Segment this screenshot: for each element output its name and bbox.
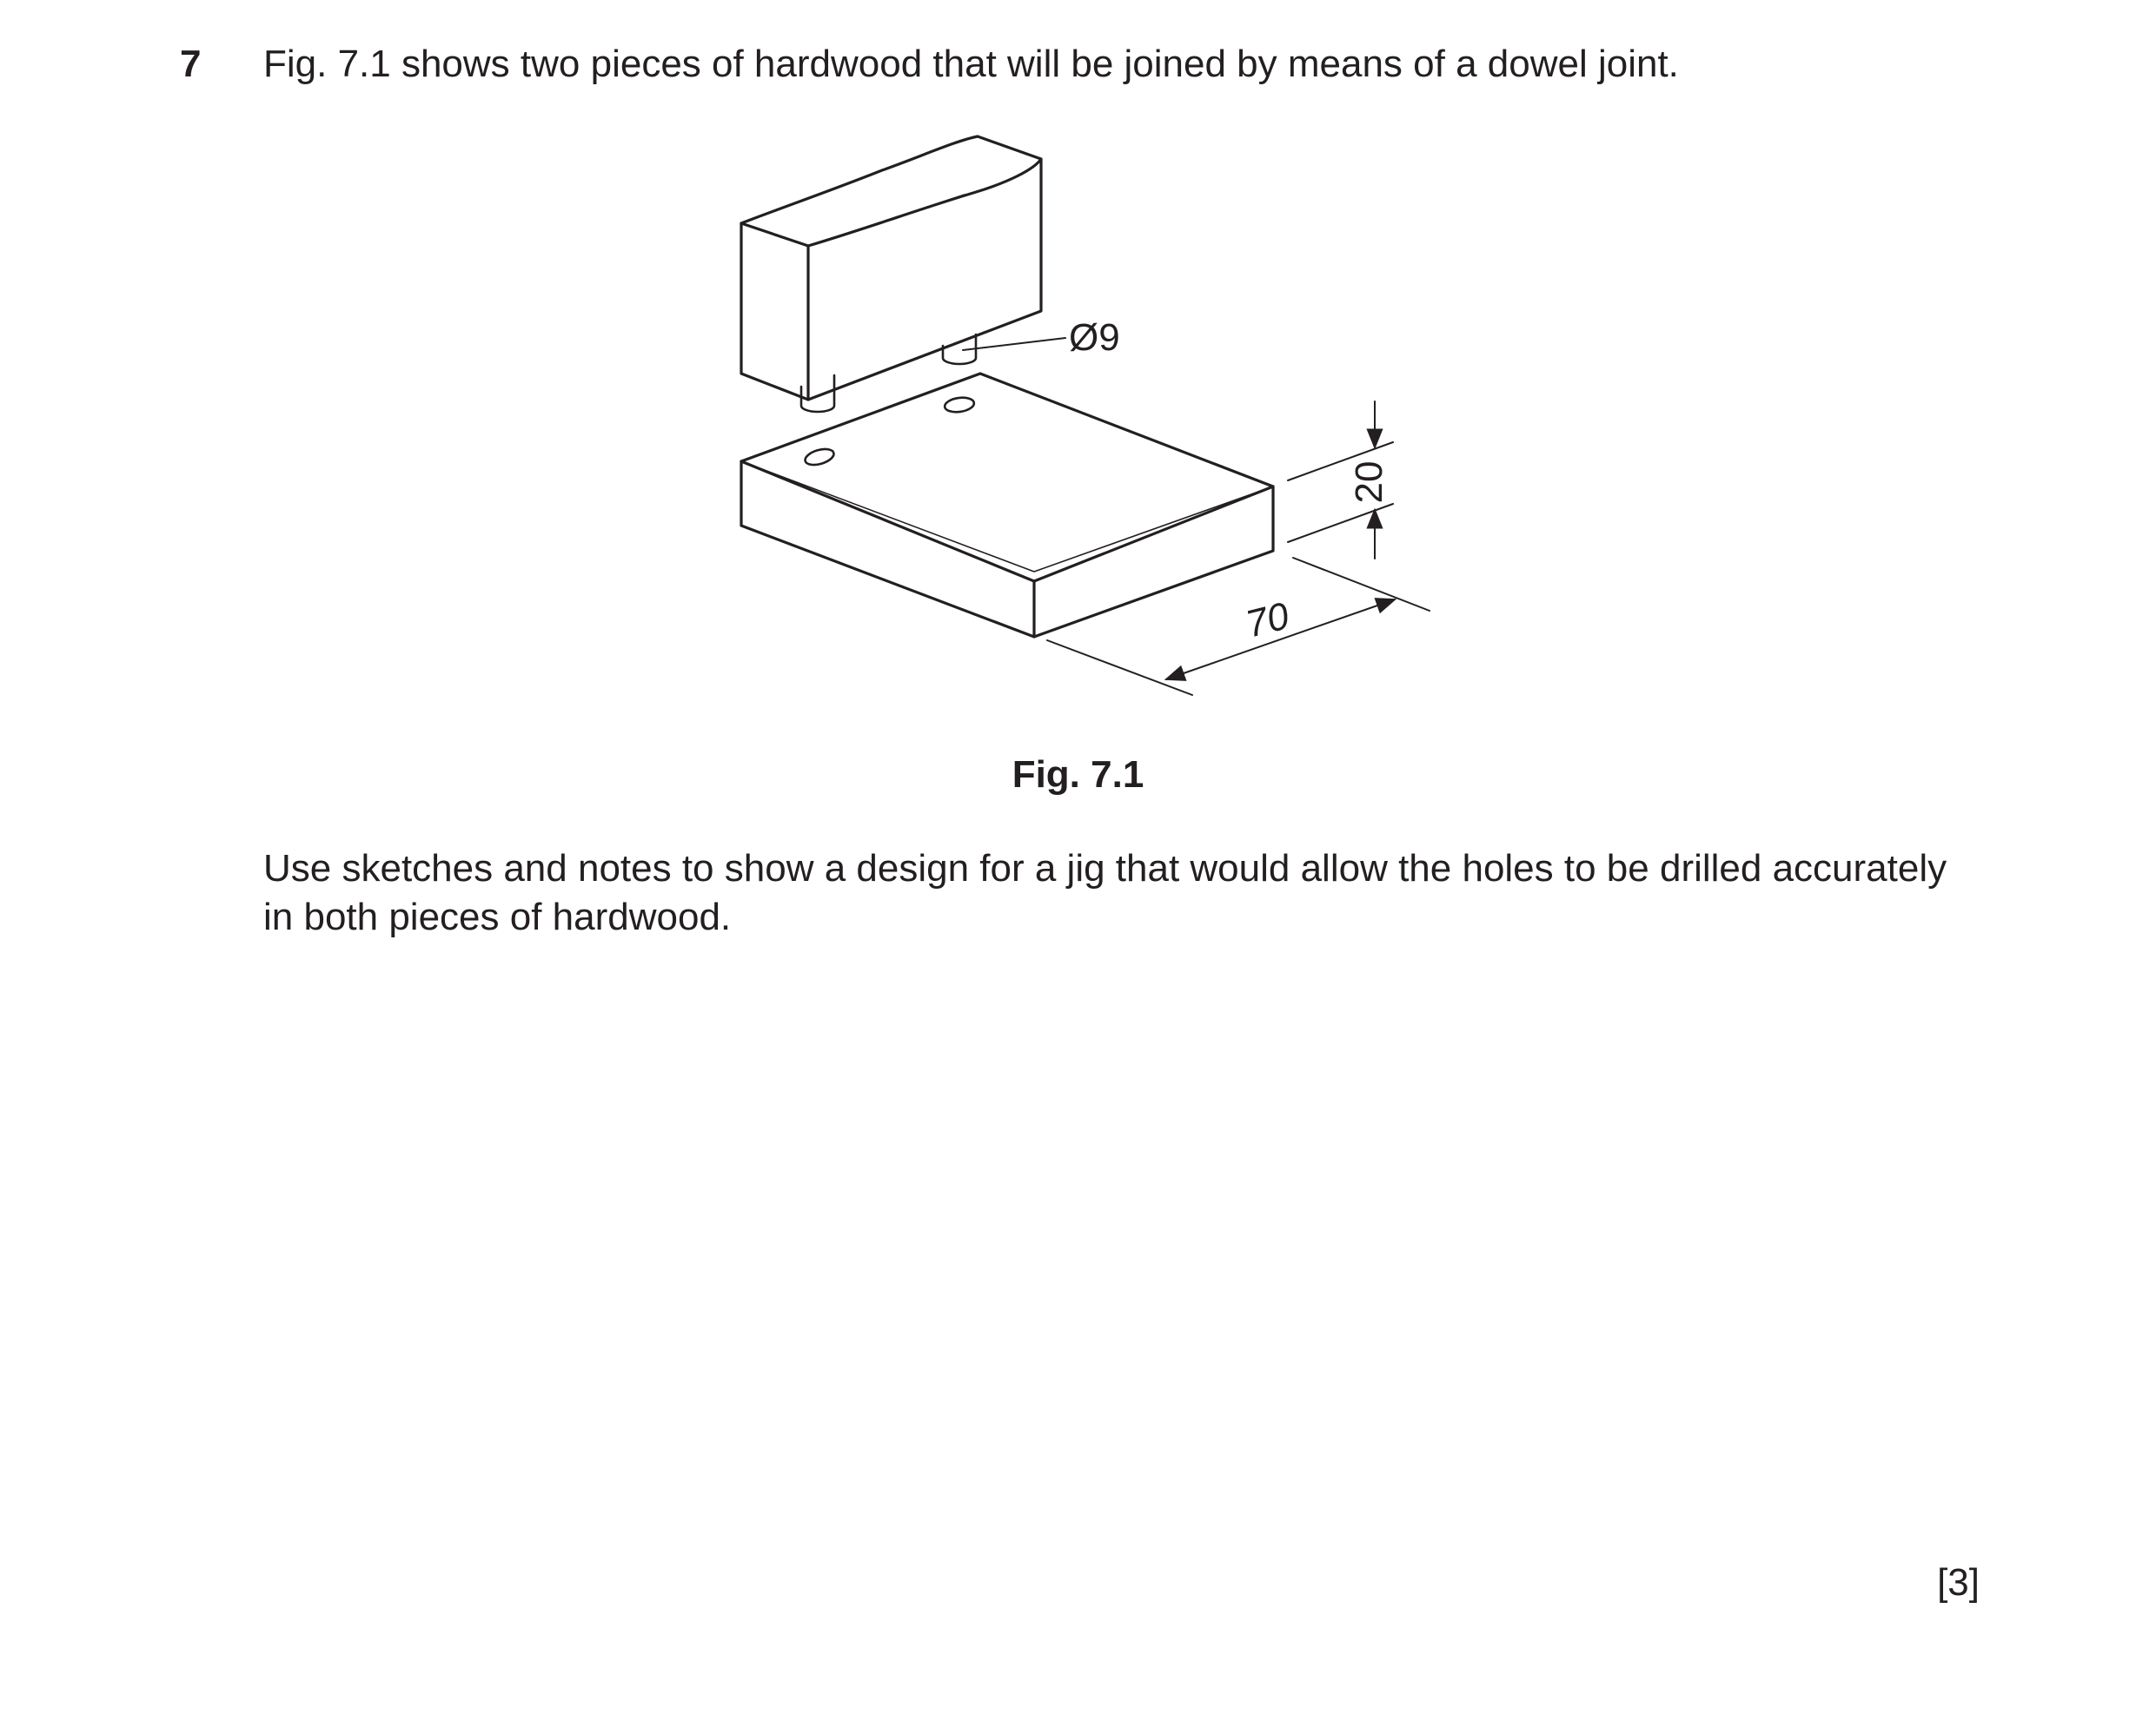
width-label: 70 bbox=[1241, 594, 1294, 646]
upper-hardwood-piece bbox=[741, 136, 1041, 400]
figure-caption: Fig. 7.1 bbox=[1012, 753, 1144, 796]
task-line-2: in both pieces of hardwood. bbox=[263, 896, 732, 938]
dowel-hole-left bbox=[803, 447, 835, 468]
thickness-label: 20 bbox=[1348, 460, 1390, 504]
diameter-label: Ø9 bbox=[1069, 316, 1120, 359]
question-number: 7 bbox=[180, 43, 202, 85]
question-intro: Fig. 7.1 shows two pieces of hardwood that will be joined by means of a dowel joint. bbox=[263, 43, 1679, 85]
task-line-1: Use sketches and notes to show a design for a jig that would allow the holes to be drilled accurately bbox=[263, 847, 1947, 890]
lower-hardwood-piece bbox=[741, 374, 1273, 637]
width-dimension bbox=[1047, 558, 1430, 695]
marks-allocation: [3] bbox=[1937, 1561, 1980, 1604]
dowel-pin-left bbox=[801, 375, 834, 412]
diameter-leader-line bbox=[963, 338, 1065, 350]
task-instructions bbox=[263, 844, 2019, 942]
dowel-hole-right bbox=[944, 396, 975, 414]
thickness-dimension bbox=[1288, 401, 1393, 559]
dowel-pin-right bbox=[943, 334, 976, 364]
